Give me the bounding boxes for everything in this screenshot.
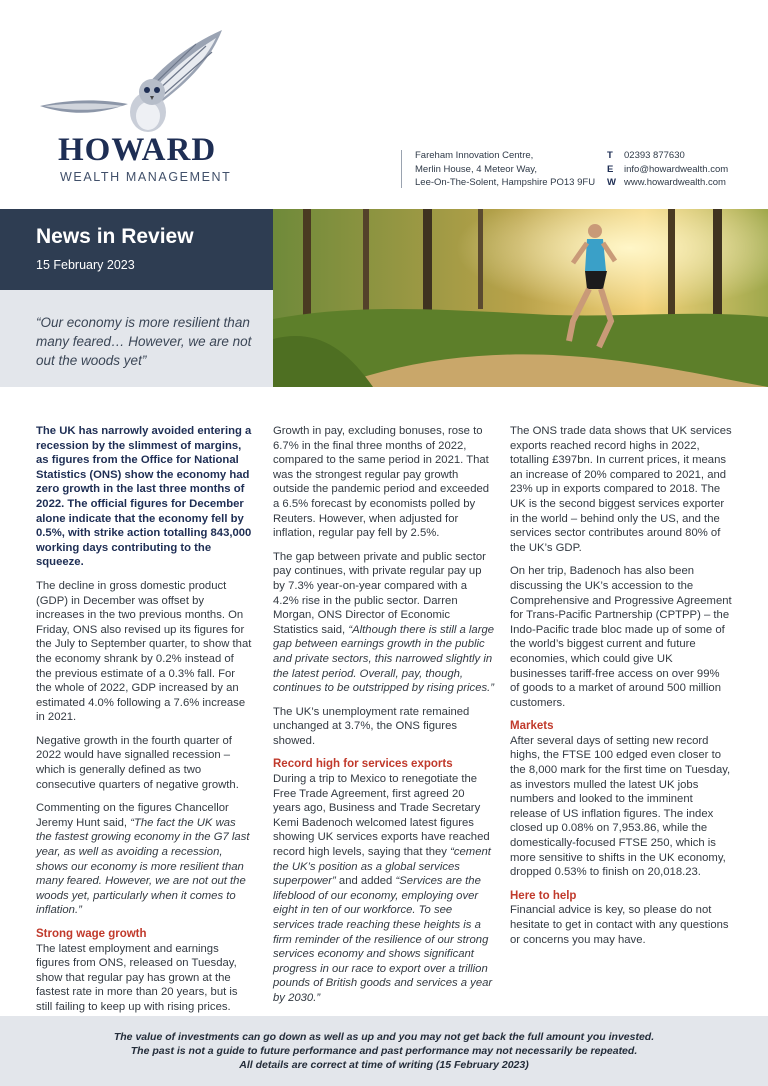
section-heading: Record high for services exports <box>273 758 453 771</box>
page-date: 15 February 2023 <box>36 258 135 272</box>
article-column-3 <box>510 424 732 956</box>
quote-text: “cement the UK’s position as a global services superpower” <box>273 846 491 888</box>
section-heading: Here to help <box>510 889 577 902</box>
paragraph: The UK’s unemployment rate remained unchanged at 3.7%, the ONS figures showed. <box>273 705 470 747</box>
contact-details <box>607 149 728 190</box>
email-key: E <box>607 163 614 175</box>
paragraph: Growth in pay, excluding bonuses, rose to 6.7% in the final three months of 2022, compared to the same period in 2021. That was the strongest regular pay growth outside the pandemic period and exceeded a 6.5% forecast by economists polled by Reuters. However, when adjusted for inflation, regular pay fell by 2.5%. <box>273 425 490 540</box>
owl-logo-icon <box>36 26 226 144</box>
pull-quote: “Our economy is more resilient than many feared… However, we are not out the woods yet” <box>36 315 252 368</box>
address-line-1: Fareham Innovation Centre, <box>415 150 534 161</box>
section-heading: Markets <box>510 720 554 733</box>
runner-in-forest-image <box>273 209 768 387</box>
paragraph-quote <box>273 772 495 1006</box>
paragraph: The ONS trade data shows that UK services exports reached record highs in 2022, totalling £397bn. In current prices, it means an increase of 20% compared to 2021, and 23% up in exports compared to 2018. The UK is the second biggest services exporter in the world – behind only the US, and the services sector contributes around 80% of the UK’s GDP. <box>510 425 732 554</box>
lead-paragraph: The UK has narrowly avoided entering a recession by the slimmest of margins, as figures from the Office for National Statistics (ONS) show the economy had zero growth in the last three months of 2022. The official figures for December alone indicate that the economy fell by 0.5%, with strike action totalling 843,000 working days contributing to the squeeze. <box>36 425 252 569</box>
quote-text: “Services are the lifeblood of our economy, employing over eight in ten of our workforce. To see services trade reaching these heights is a firm reminder of the resilience of our strong services economy and shows significant progress in our race to export over a trillion pounds of British goods and services a year by 2030.” <box>273 875 493 1004</box>
paragraph-quote <box>273 550 495 696</box>
paragraph: On her trip, Badenoch has also been discussing the UK’s accession to the Comprehensive and Progressive Agreement for Trans-Pacific Partnership (CPTPP) – the Indo-Pacific trade bloc made up of some of the world’s biggest current and future economies, which could give UK businesses tariff-free access on over 99% of goods to a market of around 500 million customers. <box>510 565 732 709</box>
contact-address <box>415 149 595 190</box>
quote-text: “Although there is still a large gap between earnings growth in the public and private sectors, this narrowed slightly in the latest period. Overall, pay, though, continues to be outstripped by rising prices.” <box>273 623 495 695</box>
web-key: W <box>607 177 616 188</box>
paragraph: After several days of setting new record highs, the FTSE 100 edged even closer to the 8,000 mark for the first time on Tuesday, as investors mulled the latest UK jobs numbers and looked to the imminent release of US inflation figures. The index closed up 0.08% on 7,953.86, while the domestically-focused FTSE 250, which is more sensitive to shifts in the UK economy, dropped 0.53% to finish on 20,018.23. <box>510 734 731 879</box>
disclaimer-text <box>40 1030 728 1072</box>
title-band <box>0 209 273 290</box>
address-line-2: Merlin House, 4 Meteor Way, <box>415 163 537 175</box>
article-column-2 <box>273 424 495 1015</box>
contact-phone[interactable] <box>607 149 728 163</box>
paragraph: The decline in gross domestic product (GDP) in December was offset by increases in the two previous months. On Friday, ONS also revised up its figures for the July to September quarter, to show that the economy shrank by 0.2% instead of the previous estimate of a 0.3% fall. For the whole of 2022, GDP increased by an estimated 4.0% following a 7.6% increase in 2021. <box>36 579 252 724</box>
paragraph: Financial advice is key, so please do not hesitate to get in contact with any questions or concerns you may have. <box>510 904 729 946</box>
quote-intro: The gap between private and public sector pay continues, with private regular pay up by 7.3% year-on-year compared with a 4.2% rise in the public sector. Darren Morgan, ONS Director of Economic Statistics said, <box>273 550 486 636</box>
quote-intro: During a trip to Mexico to renegotiate the Free Trade Agreement, first agreed 20 years ago, Business and Trade Secretary Kemi Badenoch welcomed latest figures showing UK services exports have reached record high levels, saying that they <box>273 773 490 859</box>
contact-website[interactable] <box>607 176 728 190</box>
brand-subtitle: WEALTH MANAGEMENT <box>60 170 232 184</box>
disclaimer-line-3: All details are correct at time of writing (15 February 2023) <box>239 1059 529 1071</box>
contact-email[interactable] <box>607 163 728 177</box>
web-value: www.howardwealth.com <box>624 177 726 188</box>
quote-intro: Commenting on the figures Chancellor Jeremy Hunt said, <box>36 802 229 829</box>
disclaimer-line-2: The past is not a guide to future performance and past performance may not necessarily be repeated. <box>130 1045 638 1057</box>
contact-divider <box>401 150 402 188</box>
quote-text: “The fact the UK was the fastest growing economy in the G7 last year, as well as avoiding a recession, shows our economy is more resilient than many feared. However, we are not out the woods yet, particularly when it comes to inflation.” <box>36 816 250 917</box>
paragraph-quote <box>36 801 252 918</box>
brand-name: HOWARD <box>58 132 217 168</box>
article-column-1 <box>36 424 252 1024</box>
paragraph: Negative growth in the fourth quarter of 2022 would have signalled recession – which is generally defined as two consecutive quarters of negative growth. <box>36 734 239 791</box>
quote-mid: and added <box>335 875 396 888</box>
email-value: info@howardwealth.com <box>624 163 729 175</box>
phone-key: T <box>607 150 613 161</box>
phone-value: 02393 877630 <box>624 150 685 161</box>
page-title: News in Review <box>36 225 194 248</box>
disclaimer-line-1: The value of investments can go down as well as up and you may not get back the full amount you invested. <box>113 1031 655 1043</box>
paragraph: The latest employment and earnings figures from ONS, released on Tuesday, show that regular pay has grown at the fastest rate in more than 20 years, but is still failing to keep up with rising prices. <box>36 942 238 1013</box>
section-heading: Strong wage growth <box>36 928 147 940</box>
address-line-3: Lee-On-The-Solent, Hampshire PO13 9FU <box>415 177 596 188</box>
